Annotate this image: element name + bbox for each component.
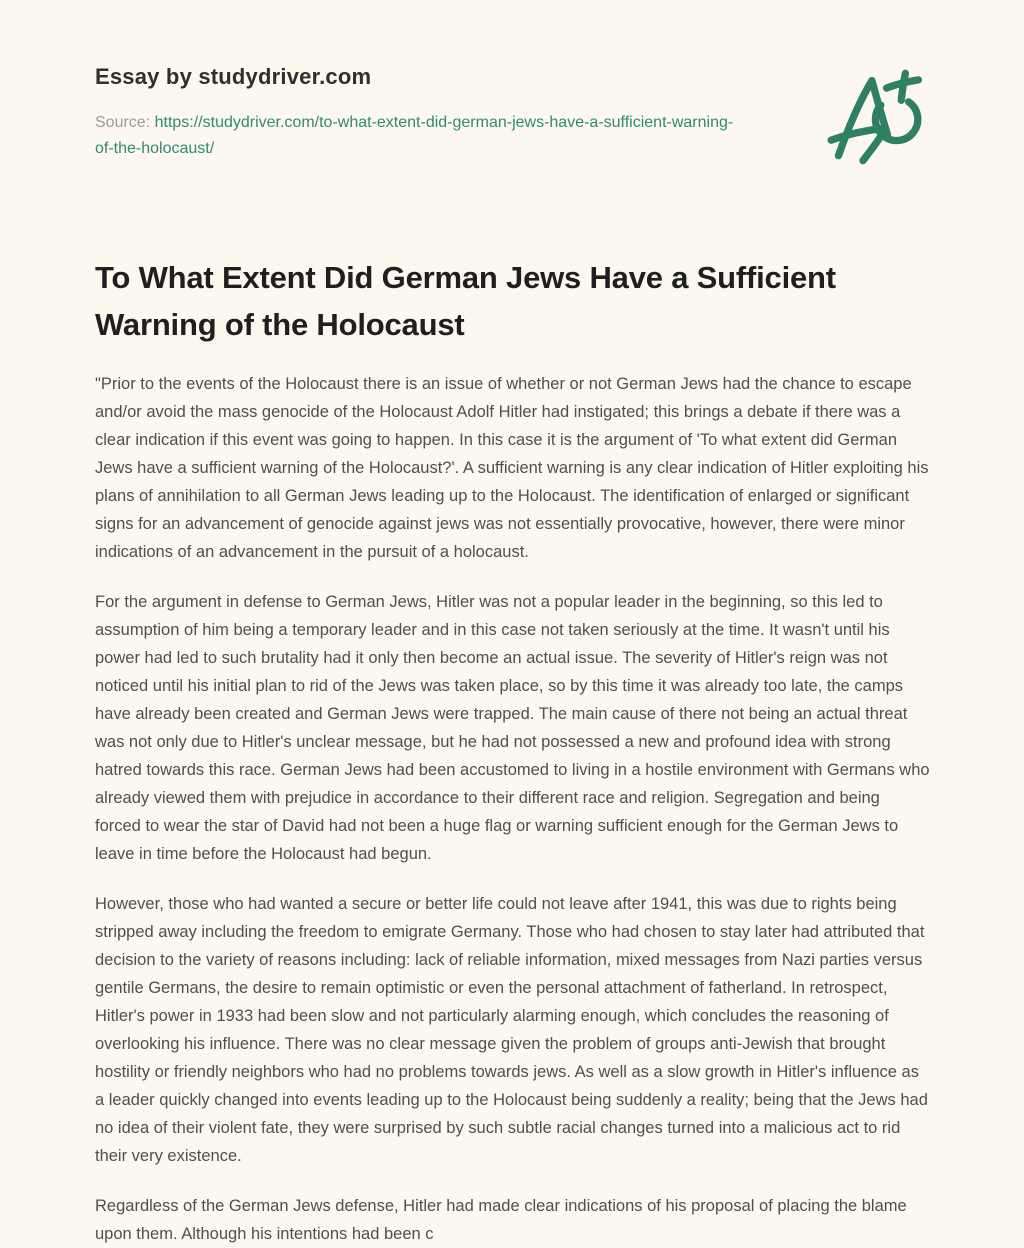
byline: Essay by studydriver.com: [95, 64, 372, 89]
essay-paragraph-2: For the argument in defense to German Jews, Hitler was not a popular leader in the beginning, so this led to assumption of him being a temporary leader and in this case not taken seriously at the time. It wasn't until his power had led to such brutality had it only then become an actual issue. The severity of Hitler's reign was not noticed until his initial plan to rid of the Jews was taken place, so by this time it was already too late, the camps have already been created and German Jews were trapped. The main cause of there not being an actual threat was not only due to Hitler's unclear message, but he had not possessed a new and profound idea with strong hatred towards this race. German Jews had been accustomed to living in a hostile environment with Germans who already viewed them with prejudice in accordance to their different race and religion. Segregation and being forced to wear the star of David had not been a huge flag or warning sufficient enough for the German Jews to leave in time before the Holocaust had begun.: [95, 593, 930, 863]
source-line: [95, 110, 740, 162]
header-text-block: [95, 58, 740, 162]
a-plus-logo-icon: [826, 66, 926, 172]
essay-paragraph-4: Regardless of the German Jews defense, Hitler had made clear indications of his proposal of placing the blame upon them. Although his intentions had been c: [95, 1197, 907, 1243]
essay-paragraph-1: "Prior to the events of the Holocaust there is an issue of whether or not German Jews had the chance to escape and/or avoid the mass genocide of the Holocaust Adolf Hitler had instigated; this brings a debate if there was a clear indication if this event was going to happen. In this case it is the argument of 'To what extent did German Jews have a sufficient warning of the Holocaust?'. A sufficient warning is any clear indication of Hitler exploiting his plans of annihilation to all German Jews leading up to the Holocaust. The identification of enlarged or significant signs for an advancement of genocide against jews was not essentially provocative, however, there were minor indications of an advancement in the pursuit of a holocaust.: [95, 375, 929, 561]
document-header: [95, 58, 930, 172]
source-label: Source:: [95, 114, 151, 131]
essay-paragraph-3: However, those who had wanted a secure or better life could not leave after 1941, this was due to rights being stripped away including the freedom to emigrate Germany. Those who had chosen to stay later had attributed that decision to the variety of reasons including: lack of reliable information, mixed messages from Nazi parties versus gentile Germans, the desire to remain optimistic or even the personal attachment of fatherland. In retrospect, Hitler's power in 1933 had been slow and not particularly alarming enough, which concludes the reasoning of overlooking his influence. There was no clear message given the problem of groups anti-Jewish that brought hostility or friendly neighbors who had no problems towards jews. As well as a slow growth in Hitler's influence as a leader quickly changed into events leading up to the Holocaust being suddenly a reality; being that the Jews had no idea of their violent fate, they were surprised by such subtle racial changes turned into a malicious act to rid their very existence.: [95, 895, 928, 1165]
page-title: To What Extent Did German Jews Have a Sufficient Warning of the Holocaust: [95, 260, 836, 342]
source-url-link[interactable]: https://studydriver.com/to-what-extent-did-german-jews-have-a-sufficient-warning-of-the-holocaust/: [95, 114, 734, 157]
